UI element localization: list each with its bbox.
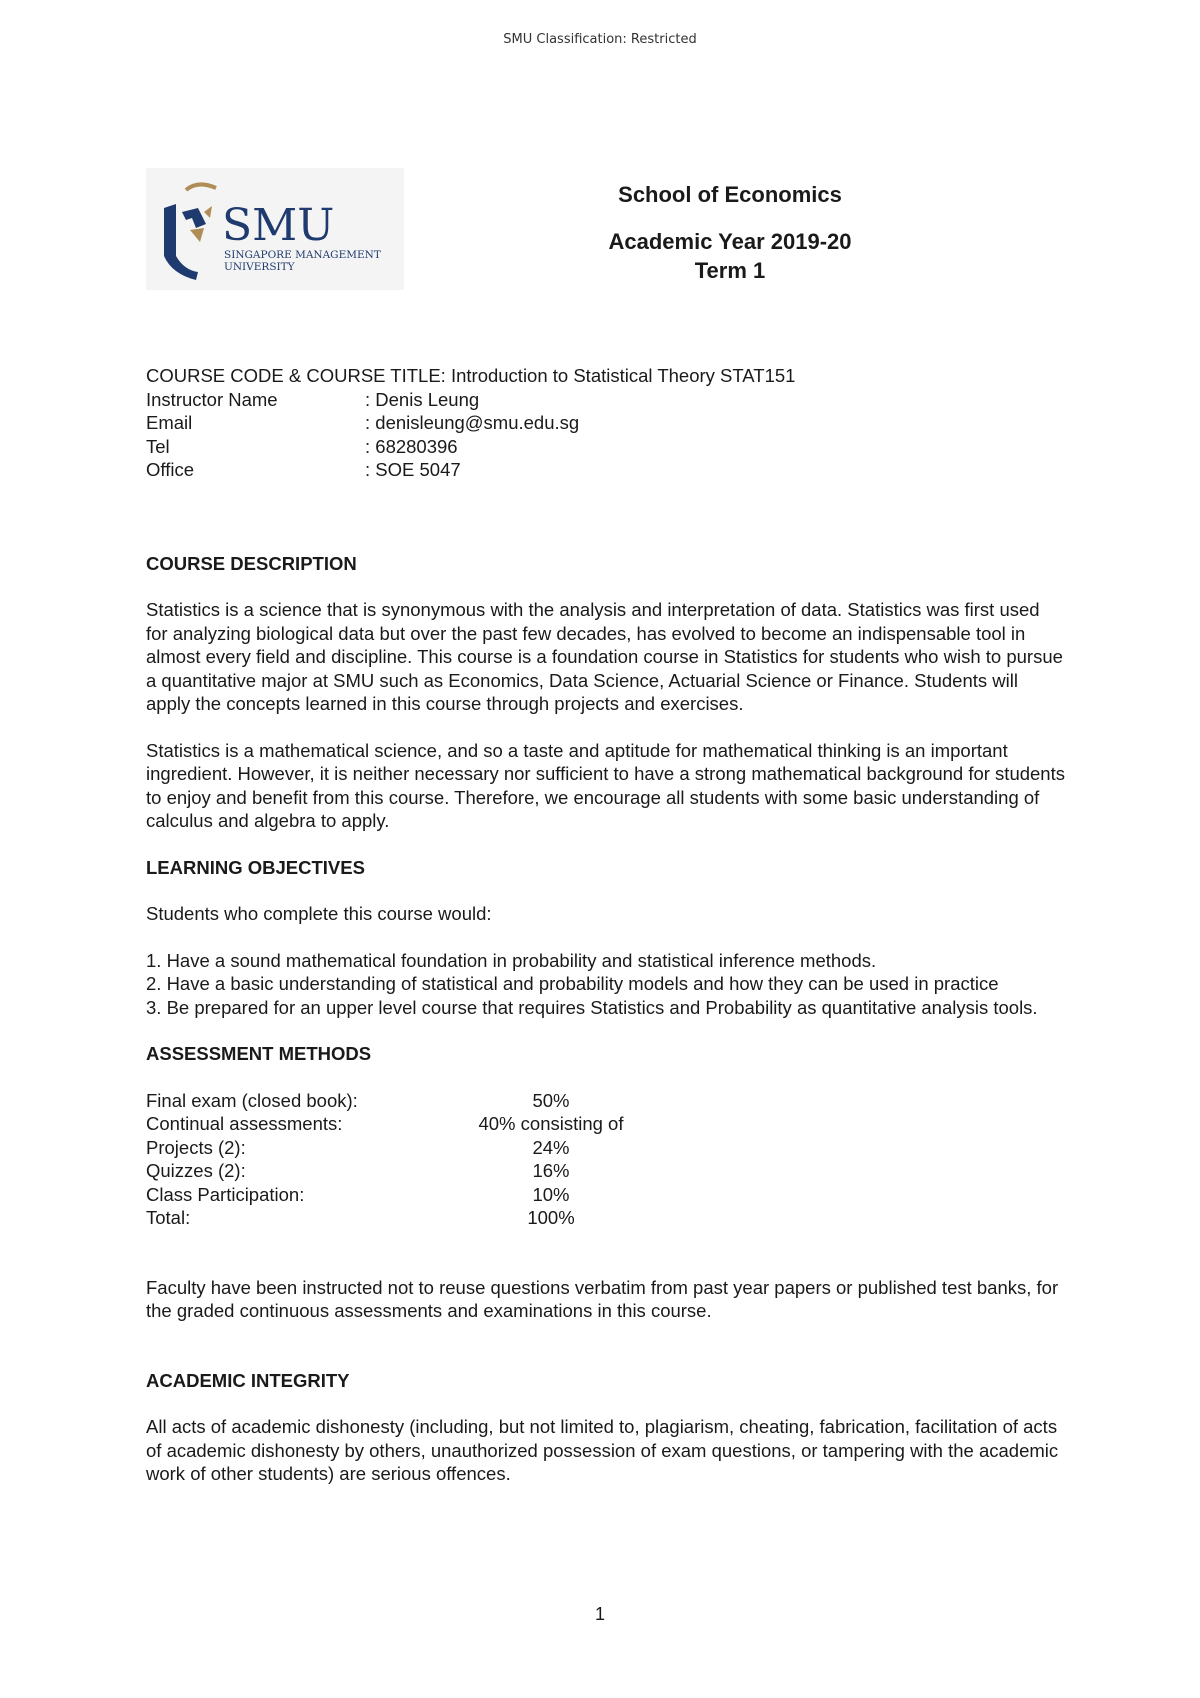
course-description-heading: COURSE DESCRIPTION [146, 552, 357, 574]
course-code-title: COURSE CODE & COURSE TITLE: Introduction to Statistical Theory STAT151 [146, 365, 796, 386]
assessment-label: Quizzes (2): [146, 1160, 246, 1181]
academic-integrity-text: All acts of academic dishonesty (including, but not limited to, plagiarism, cheating, fabrication, facilitation of acts of academic dishonesty by others, unauthorized possession of exam questions, or tampering with the academic work of other students) are serious offences. [146, 1416, 1059, 1484]
assessment-row [146, 1089, 1066, 1113]
assessment-row [146, 1136, 1066, 1160]
assessment-value: 16% [532, 1160, 570, 1181]
info-row-email [146, 411, 1066, 435]
info-value: : 68280396 [365, 435, 458, 457]
document-body [146, 364, 1066, 1486]
school-name: School of Economics [618, 182, 842, 207]
assessment-row [146, 1112, 1066, 1136]
assessment-value: 50% [532, 1089, 570, 1111]
academic-integrity-heading: ACADEMIC INTEGRITY [146, 1369, 350, 1391]
info-value: : SOE 5047 [365, 459, 461, 480]
info-row-instructor [146, 388, 1066, 412]
document-header [560, 180, 900, 285]
assessment-value: 24% [532, 1136, 570, 1158]
info-row-tel [146, 435, 1066, 459]
info-label: Office [146, 459, 194, 480]
objective-item: 3. Be prepared for an upper level course that requires Statistics and Probability as quantitative analysis tools. [146, 996, 1038, 1018]
assessment-label: Continual assessments: [146, 1113, 343, 1134]
logo-line-2: UNIVERSITY [224, 261, 295, 273]
assessment-value: 40% consisting of [478, 1113, 624, 1134]
assessment-table [146, 1089, 1066, 1230]
term: Term 1 [694, 258, 766, 283]
info-label: Instructor Name [146, 388, 278, 410]
logo-line-1: SINGAPORE MANAGEMENT [224, 249, 381, 261]
assessment-methods-heading: ASSESSMENT METHODS [146, 1043, 372, 1064]
assessment-row [146, 1206, 1066, 1230]
academic-year: Academic Year 2019-20 [608, 229, 852, 254]
page-number: 1 [594, 1604, 605, 1624]
info-label: Email [146, 412, 193, 433]
assessment-label: Projects (2): [146, 1136, 246, 1158]
learning-objectives-heading: LEARNING OBJECTIVES [146, 856, 365, 878]
assessment-label: Final exam (closed book): [146, 1089, 358, 1111]
learning-objectives-intro: Students who complete this course would: [146, 903, 492, 924]
assessment-note: Faculty have been instructed not to reuse questions verbatim from past year papers or published test banks, for the graded continuous assessments and examinations in this course. [146, 1276, 1059, 1321]
objective-item: 2. Have a basic understanding of statistical and probability models and how they can be used in practice [146, 973, 999, 994]
assessment-value: 10% [532, 1183, 570, 1205]
course-description-para-1: Statistics is a science that is synonymous with the analysis and interpretation of data. Statistics was first used for analyzing biological data but over the past few decades, has evolved to become an indispensable tool in almost every field and discipline. This course is a foundation course in Statistics for students who wish to pursue a quantitative major at SMU such as Economics, Data Science, Actuarial Science or Finance. Students will apply the concepts learned in this course through projects and exercises. [146, 599, 1063, 714]
assessment-label: Class Participation: [146, 1183, 305, 1205]
course-description-para-2: Statistics is a mathematical science, and so a taste and aptitude for mathematical thinking is an important ingredient. However, it is neither necessary nor sufficient to have a strong mathematical background for students to enjoy and benefit from this course. Therefore, we encourage all students with some basic understanding of calculus and algebra to apply. [146, 739, 1065, 831]
info-label: Tel [146, 435, 170, 457]
assessment-row [146, 1183, 1066, 1207]
logo-wordmark: SMU [222, 200, 335, 251]
smu-logo [146, 168, 404, 290]
assessment-value: 100% [527, 1207, 575, 1228]
assessment-row [146, 1159, 1066, 1183]
info-value: : denisleung@smu.edu.sg [365, 412, 580, 433]
assessment-label: Total: [146, 1207, 191, 1228]
info-value: : Denis Leung [365, 388, 480, 410]
info-row-office [146, 458, 1066, 482]
classification-label: SMU Classification: Restricted [503, 32, 697, 47]
objective-item: 1. Have a sound mathematical foundation in probability and statistical inference methods. [146, 949, 877, 971]
